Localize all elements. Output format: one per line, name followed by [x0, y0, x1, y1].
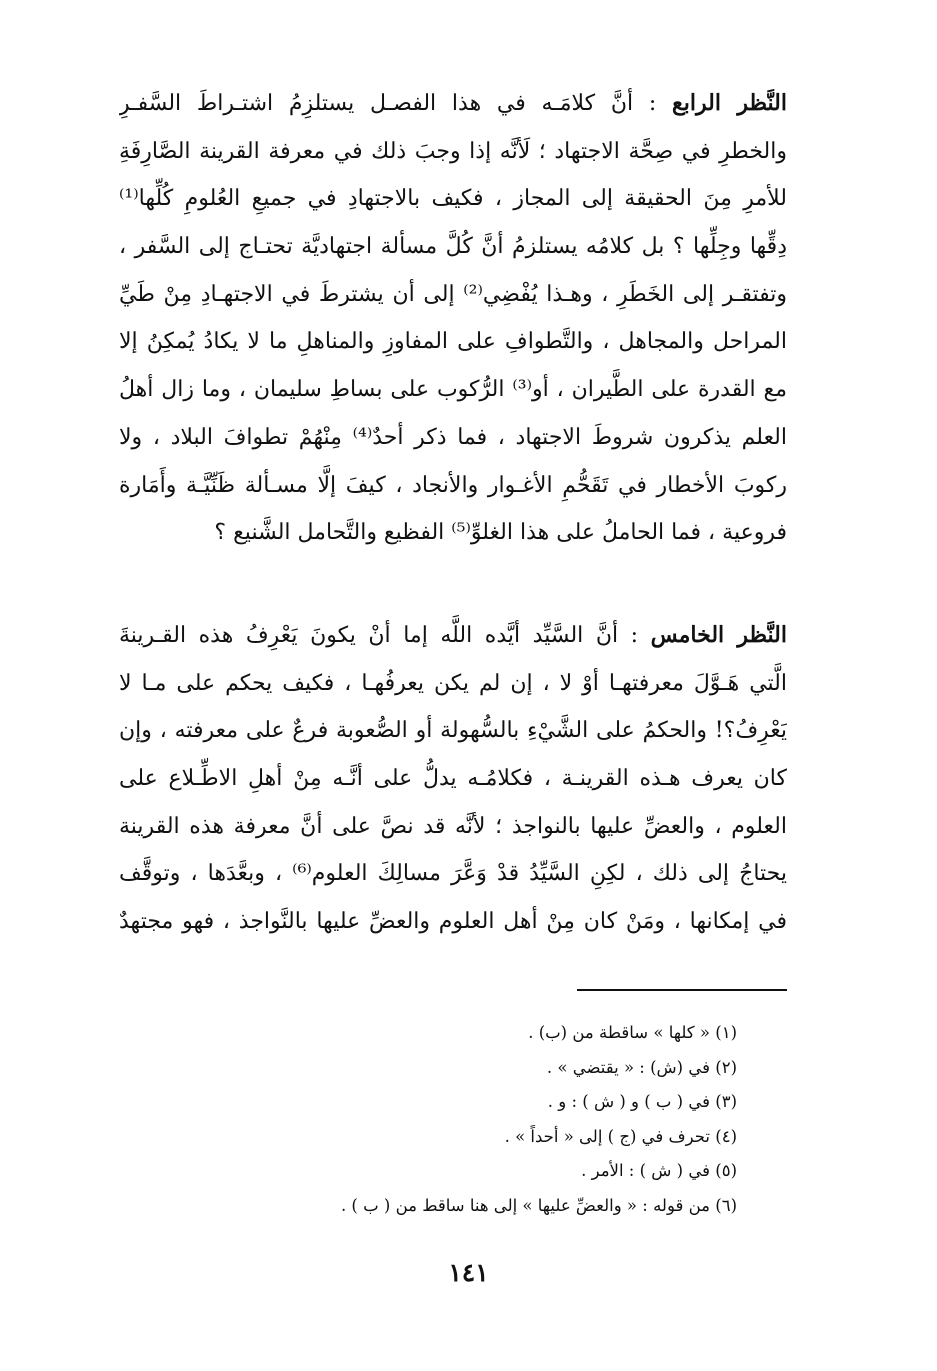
- text-line: وتفتقـر إلى الخَطَرِ ، وهـذا يُفْضِي⁽²⁾ إلى أن يشترطَ في الاجتهـادِ مِنْ طَيِّ: [119, 281, 787, 307]
- footnote-item: (٣) في ( ب ) و ( ش ) : و .: [547, 1092, 737, 1112]
- line-text: : أنَّ كلامَـه في هذا الفصـل يستلزِمُ اشتـراطَ السَّفـرِ: [119, 91, 657, 116]
- text-line: مع القدرة على الطَّيران ، أو⁽³⁾ الرُّكوب على بساطِ سليمان ، وما زال أهلُ: [119, 377, 787, 403]
- text-line: العلم يذكرون شروطَ الاجتهاد ، فما ذكر أحدٌ⁽⁴⁾ مِنْهُمْ تطوافَ البلاد ، ولا: [119, 424, 787, 450]
- section-heading: النَّظر الخامس: [650, 622, 787, 648]
- footnote-item: (٢) في (ش) : « يقتضي » .: [546, 1057, 737, 1077]
- text-line: كان يعرف هـذه القرينـة ، فكلامُـه يدلُّ على أنَّـه مِنْ أهلِ الاطِّـلاع على: [119, 766, 787, 792]
- text-line: [119, 612, 787, 660]
- text-line: في إمكانها ، ومَنْ كان مِنْ أهل العلوم والعضِّ عليها بالنَّواجذ ، فهو مجتهدٌ: [119, 909, 787, 935]
- text-line: يحتاجُ إلى ذلك ، لكِنِ السَّيِّدُ قدْ وَعَّرَ مسالِكَ العلوم⁽⁶⁾ ، وبعَّدَها ، وتوقَّف: [119, 861, 787, 887]
- text-line: العلوم ، والعضِّ عليها بالنواجذ ؛ لأنَّه قد نصَّ على أنَّ معرفة هذه القرينة: [119, 813, 787, 839]
- paragraph-fourth-consideration: [119, 80, 787, 557]
- footnote-separator: [577, 989, 787, 991]
- paragraph-fifth-consideration: [119, 612, 787, 946]
- text-line: للأمرِ مِنَ الحقيقة إلى المجاز ، فكيف بالاجتهادِ في جميعِ العُلومِ كُلِّها⁽¹⁾: [119, 186, 787, 212]
- section-heading: النَّظر الرابع: [672, 90, 787, 116]
- text-line: [119, 80, 787, 128]
- footnote-item: (١) « كلها » ساقطة من (ب) .: [528, 1023, 737, 1042]
- footnote-item: (٥) في ( ش ) : الأمر .: [581, 1161, 737, 1181]
- page-number: ١٤١: [448, 1258, 489, 1287]
- footnote-item: (٤) تحرف في (ج ) إلى « أحداً » .: [504, 1126, 737, 1146]
- text-line: ركوبَ الأخطار في تَقَحُّمِ الأغـوار والأنجاد ، كيفَ إلَّا مسـألة ظَنِّيَّـة وأَمَارة: [119, 472, 787, 498]
- line-text: : أنَّ السَّيِّد أيَّده اللَّه إما أنْ يكونَ يَعْرِفُ هذه القـرينةَ: [119, 623, 639, 648]
- text-line: الَّتي هَـوَّلَ معرفتهـا أوْ لا ، إن لم يكن يعرفُهـا ، فكيف يحكم على مـا لا: [119, 670, 787, 696]
- text-line: المراحل والمجاهل ، والتَّطوافِ على المفاوزِ والمناهلِ ما لا يكادُ يُمكِنُ إلا: [119, 329, 787, 355]
- text-line: يَعْرِفُ؟! والحكمُ على الشَّيْءِ بالسُّهولة أو الصُّعوبة فرعٌ على معرفته ، وإن: [119, 718, 787, 744]
- text-line: فروعية ، فما الحاملُ على هذا الغلوِّ⁽⁵⁾ الفظيع والتَّحامل الشَّنيع ؟: [214, 520, 787, 546]
- text-line: دِقِّها وجِلِّها ؟ بل كلامُه يستلزمُ أنَّ كُلَّ مسألة اجتهاديَّة تحتـاج إلى السَّفر ،: [119, 234, 787, 260]
- text-line: والخطرِ في صِحَّة الاجتهاد ؛ لَأنَّه إذا وجبَ ذلك في معرفة القرينة الصَّارِفَةِ: [119, 138, 787, 164]
- footnote-item: (٦) من قوله : « والعضِّ عليها » إلى هنا ساقط من ( ب ) .: [340, 1195, 737, 1215]
- footnotes: [177, 1016, 737, 1224]
